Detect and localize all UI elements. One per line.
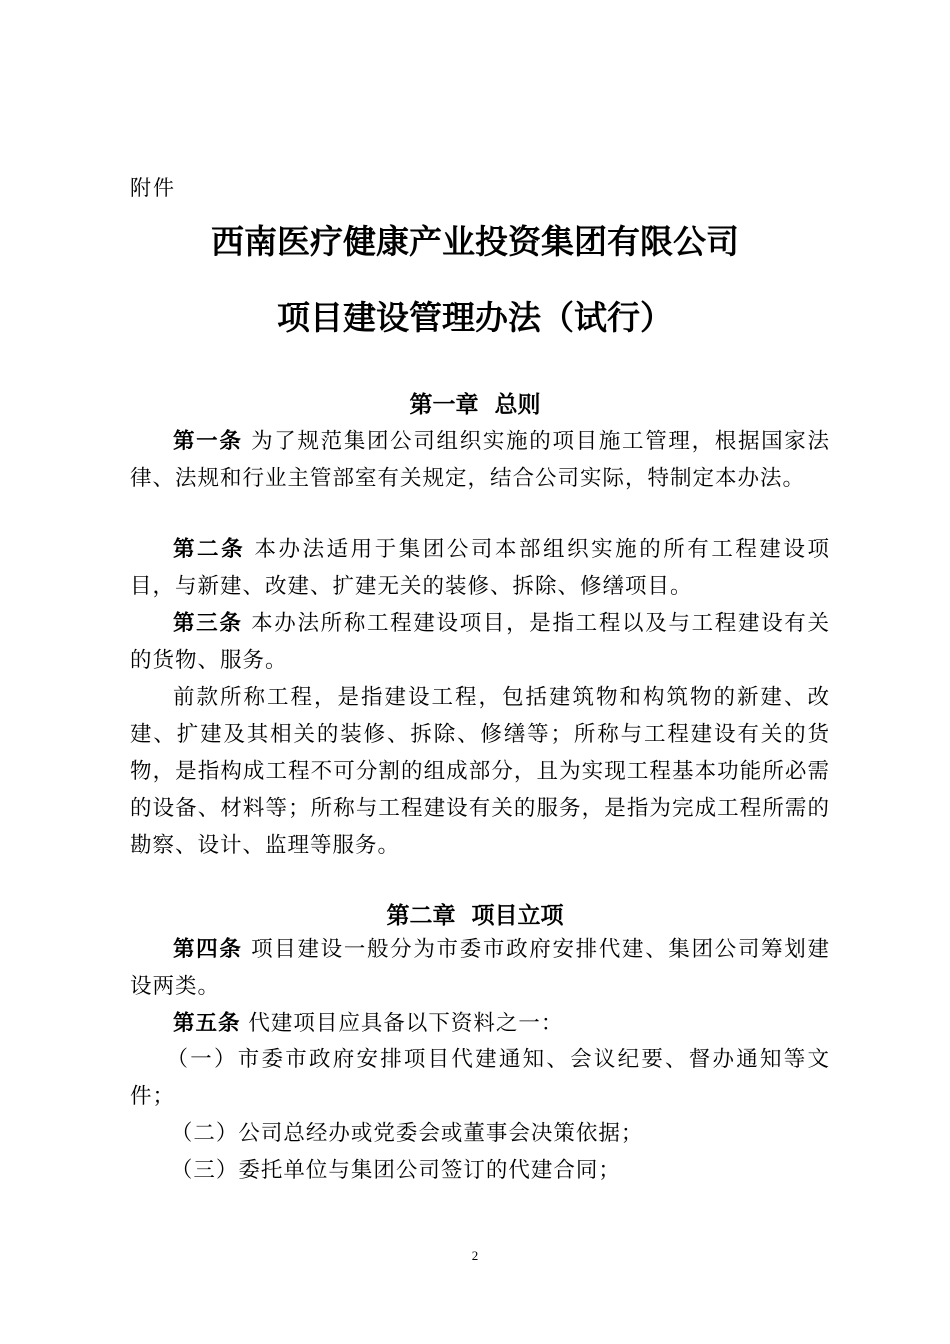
article-text: 项目建设一般分为市委市政府安排代建、集团公司筹划建设两类。 [130, 937, 830, 999]
article-text: 为了规范集团公司组织实施的项目施工管理，根据国家法律、法规和行业主管部室有关规定，结合公司实际，特制定本办法。 [130, 429, 830, 491]
article-5 [130, 1005, 830, 1042]
article-text: 本办法所称工程建设项目，是指工程以及与工程建设有关的货物、服务。 [130, 611, 830, 673]
document-title-line1: 西南医疗健康产业投资集团有限公司 [211, 222, 739, 261]
article-text: 代建项目应具备以下资料之一： [240, 1011, 564, 1036]
chapter-heading-1: 第一章 总则 [409, 392, 541, 418]
list-item-3: （三）委托单位与集团公司签订的代建合同； [170, 1158, 621, 1183]
article-4 [130, 931, 830, 1005]
article-lead: 第二条 [173, 537, 246, 562]
list-item-2: （二）公司总经办或党委会或董事会决策依据； [170, 1121, 644, 1146]
article-lead: 第四条 [173, 937, 243, 962]
page-number: 2 [471, 1248, 479, 1263]
article-lead: 第一条 [173, 429, 243, 454]
article-lead: 第三条 [173, 611, 243, 636]
chapter-heading-2: 第二章 项目立项 [386, 903, 564, 929]
article-lead: 第五条 [173, 1011, 241, 1036]
attachment-label: 附件 [130, 176, 176, 200]
article-3 [130, 605, 830, 679]
list-item-1: （一）市委市政府安排项目代建通知、会议纪要、督办通知等文件； [130, 1047, 830, 1109]
article-text: 本办法适用于集团公司本部组织实施的所有工程建设项目，与新建、改建、扩建无关的装修、拆除、修缮项目。 [130, 537, 830, 599]
article-2 [130, 531, 830, 605]
document-title-line2: 项目建设管理办法（试行） [277, 298, 673, 337]
paragraph-definitions: 前款所称工程，是指建设工程，包括建筑物和构筑物的新建、改建、扩建及其相关的装修、拆除、修缮等；所称与工程建设有关的货物，是指构成工程不可分割的组成部分，且为实现工程基本功能所必需的设备、材料等；所称与工程建设有关的服务，是指为完成工程所需的勘察、设计、监理等服务。 [130, 685, 830, 858]
article-1 [130, 423, 830, 497]
